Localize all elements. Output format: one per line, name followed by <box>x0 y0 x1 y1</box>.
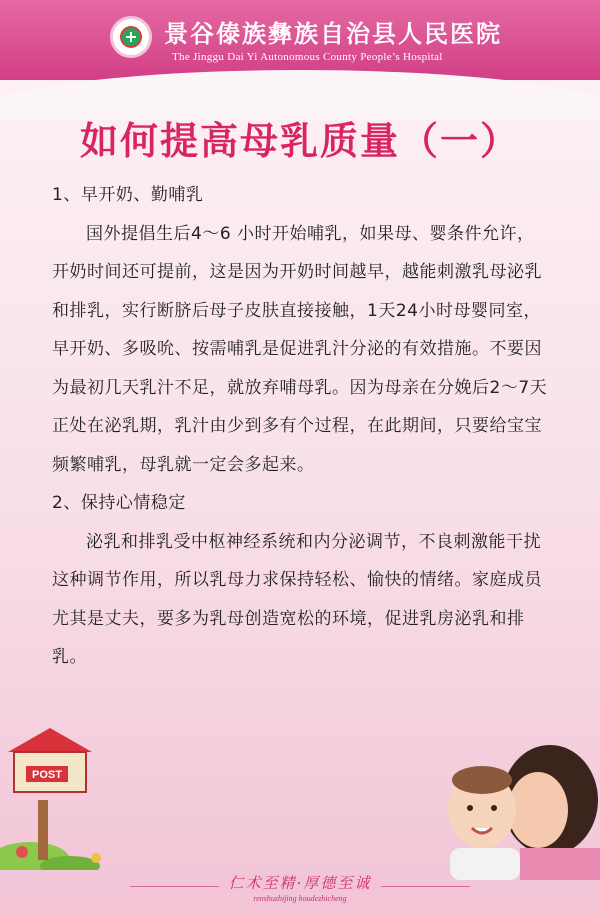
section-paragraph: 泌乳和排乳受中枢神经系统和内分泌调节，不良刺激能干扰这种调节作用，所以乳母力求保持轻松、愉快的情绪。家庭成员尤其是丈夫，要多为乳母创造宽松的环境，促进乳房泌乳和排乳。 <box>52 531 542 667</box>
section-heading: 2、保持心情稳定 <box>52 493 186 513</box>
post-house-illustration <box>0 720 120 870</box>
mother-baby-photo <box>420 740 600 880</box>
article-body <box>52 176 552 677</box>
footer-motto <box>0 872 600 893</box>
footer-motto-sub: renshuzhijing houdezhicheng <box>253 894 347 903</box>
footer-motto-text: 仁术至精·厚德至诚 <box>219 874 382 892</box>
hospital-logo-icon <box>110 16 152 58</box>
section-heading: 1、早开奶、勤哺乳 <box>52 185 204 205</box>
section-paragraph: 国外提倡生后4～6 小时开始哺乳，如果母、婴条件允许，开奶时间还可提前，这是因为开奶时间越早，越能刺激乳母泌乳和排乳，实行断脐后母子皮肤直接接触，1天24小时母婴同室，早开奶、多吸吮、按需哺乳是促进乳汁分泌的有效措施。不要因为最初几天乳汁不足，就放弃哺母乳。因为母亲在分娩后2～7天正处在泌乳期，乳汁由少到多有个过程，在此期间，只要给宝宝频繁哺乳，母乳就一定会多起来。 <box>52 223 548 475</box>
hospital-name: 景谷傣族彝族自治县人民医院 <box>164 19 502 48</box>
post-sign-text: POST <box>32 769 62 781</box>
page-title: 如何提高母乳质量（一） <box>79 119 520 163</box>
hospital-name-en: The Jinggu Dai Yi Autonomous County People’s Hospital <box>172 51 443 63</box>
